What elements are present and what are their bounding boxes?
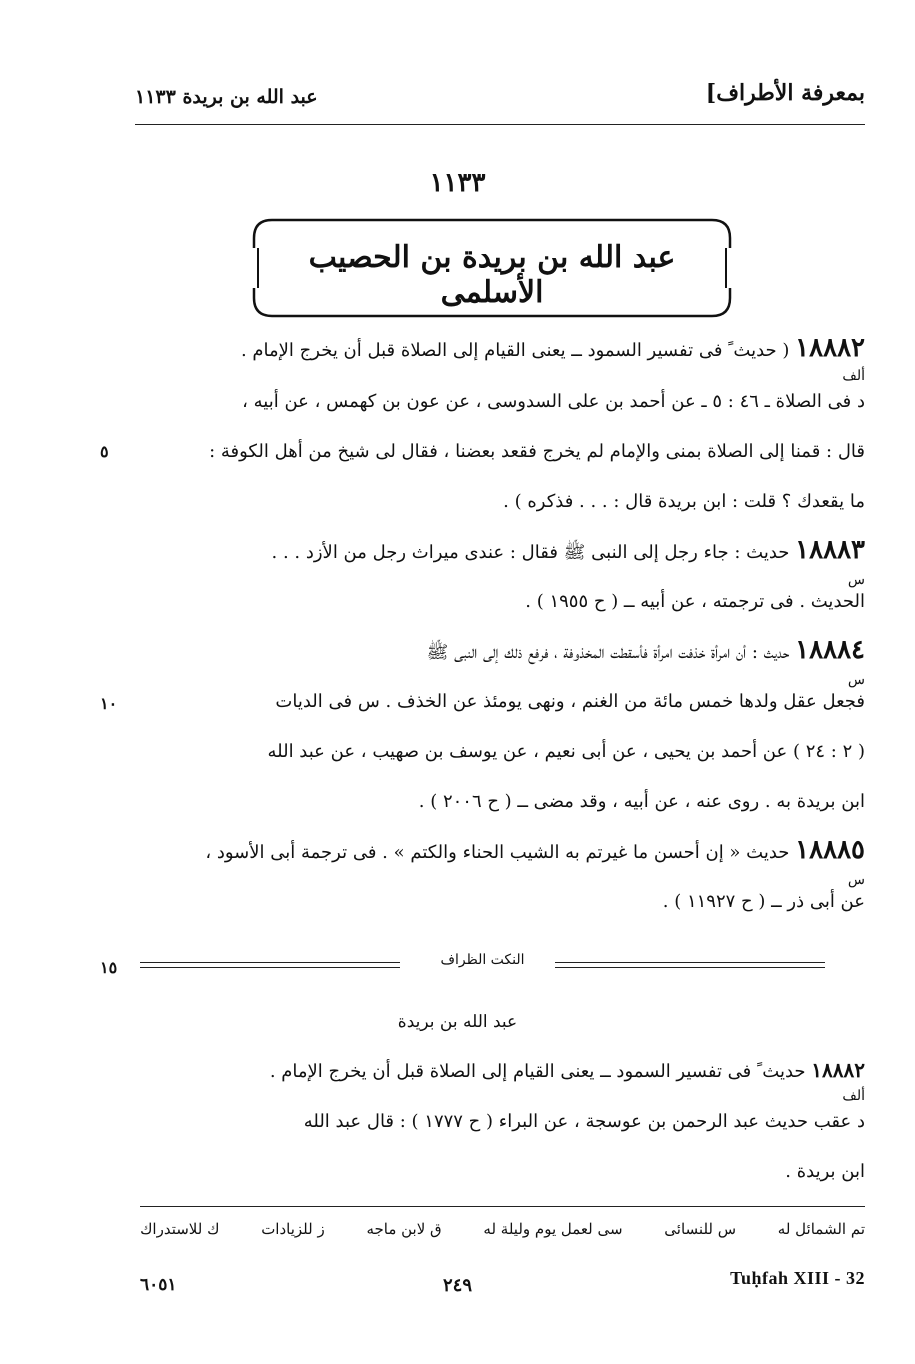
running-header-right: بمعرفة الأطراف]: [705, 80, 865, 106]
entry-18883-line-2: الحديث . فى ترجمته ، عن أبيه ــ ( ح ١٩٥٥ ) .: [525, 591, 865, 612]
abbreviation-item: ك للاستدراك: [140, 1220, 220, 1238]
entry-number: ١٨٨٨٢: [811, 1058, 865, 1082]
sub-entry-line-2: د عقب حديث عبد الرحمن بن عوسجة ، عن البراء ( ح ١٧٧٧ ) : قال عبد الله: [303, 1111, 865, 1132]
entry-symbol: ألف: [842, 1088, 865, 1104]
entry-18885-line-2: عن أبى ذر ــ ( ح ١١٩٢٧ ) .: [662, 891, 865, 912]
abbreviation-item: ز للزيادات: [261, 1220, 325, 1238]
line-number-margin: ٥: [100, 442, 109, 461]
entry-text: حديث : أن امرأة خذفت امرأة فأسقطت المخذوفة ، فرفع ذلك إلى النبى ﷺ: [426, 642, 790, 663]
line-number-margin: ١٥: [100, 958, 118, 977]
sub-heading: عبد الله بن بريدة: [397, 1012, 518, 1032]
entry-18884-line-1: [426, 635, 865, 665]
entry-number: ١٨٨٨٤: [795, 635, 865, 665]
entry-number: ١٨٨٨٣: [795, 535, 865, 565]
abbreviation-item: س للنسائى: [664, 1220, 737, 1238]
entry-18882-line-1: [240, 333, 865, 363]
entry-text: ( حديث ً فى تفسير السمود ــ يعنى القيام إلى الصلاة قبل أن يخرج الإمام .: [240, 340, 790, 361]
entry-symbol: س: [847, 872, 865, 888]
entry-18885-line-1: [205, 835, 865, 865]
entry-symbol: س: [847, 572, 865, 588]
abbreviation-item: سى لعمل يوم وليلة له: [483, 1220, 623, 1238]
sub-entry-line-3: ابن بريدة .: [785, 1161, 865, 1182]
entry-18883-line-1: [271, 535, 865, 565]
page-number: ٢٤٩: [442, 1275, 472, 1296]
entry-number: ١٨٨٨٢: [795, 333, 865, 363]
entry-18884-line-2: فجعل عقل ولدها خمس مائة من الغنم ، ونهى يومئذ عن الخذف . س فى الديات: [275, 691, 865, 712]
abbreviation-key: [140, 1220, 865, 1238]
entry-18884-line-3: ( ٢ : ٢٤ ) عن أحمد بن يحيى ، عن أبى نعيم ، عن يوسف بن صهيب ، عن عبد الله: [267, 741, 865, 762]
volume-signature: Tuḥfah XIII - 32: [730, 1268, 865, 1288]
section-divider: [140, 952, 825, 972]
entry-number: ١٨٨٨٥: [795, 835, 865, 865]
entry-text: حديث « إن أحسن ما غيرتم به الشيب الحناء والكتم » . فى ترجمة أبى الأسود ،: [205, 842, 790, 863]
section-number: ١١٣٣: [429, 168, 486, 198]
entry-symbol: س: [847, 672, 865, 688]
footer-serial-number: ٦٠٥١: [140, 1275, 177, 1295]
section-title: عبد الله بن بريدة بن الحصيب الأسلمى: [308, 240, 676, 310]
sub-entry-line-1: [270, 1058, 865, 1084]
entry-text: حديث ً فى تفسير السمود ــ يعنى القيام إلى الصلاة قبل أن يخرج الإمام .: [269, 1061, 806, 1082]
entry-18884-line-4: ابن بريدة به . روى عنه ، عن أبيه ، وقد مضى ــ ( ح ٢٠٠٦ ) .: [418, 791, 865, 812]
running-header-left: عبد الله بن بريدة ١١٣٣: [135, 86, 318, 108]
entry-text: حديث : جاء رجل إلى النبى ﷺ فقال : عندى ميراث رجل من الأزد . . .: [271, 542, 790, 563]
abbreviation-item: ق لابن ماجه: [366, 1220, 442, 1238]
line-number-margin: ١٠: [100, 694, 118, 713]
entry-18882-line-3: قال : قمنا إلى الصلاة بمنى والإمام لم يخرج فقعد بعضنا ، فقال لى شيخ من أهل الكوفة :: [209, 441, 865, 462]
divider-label: النكت الظراف: [434, 952, 530, 968]
abbreviation-item: تم الشمائل له: [777, 1220, 865, 1238]
entry-symbol: ألف: [842, 368, 865, 384]
entry-18882-line-2: د فى الصلاة ـ ٤٦ : ٥ ـ عن أحمد بن على السدوسى ، عن عون بن كهمس ، عن أبيه ،: [242, 391, 865, 412]
header-rule: [135, 124, 865, 125]
title-frame: [252, 218, 732, 318]
entry-18882-line-4: ما يقعدك ؟ قلت : ابن بريدة قال : . . . فذكره ) .: [503, 491, 865, 512]
footer-rule: [140, 1206, 865, 1207]
